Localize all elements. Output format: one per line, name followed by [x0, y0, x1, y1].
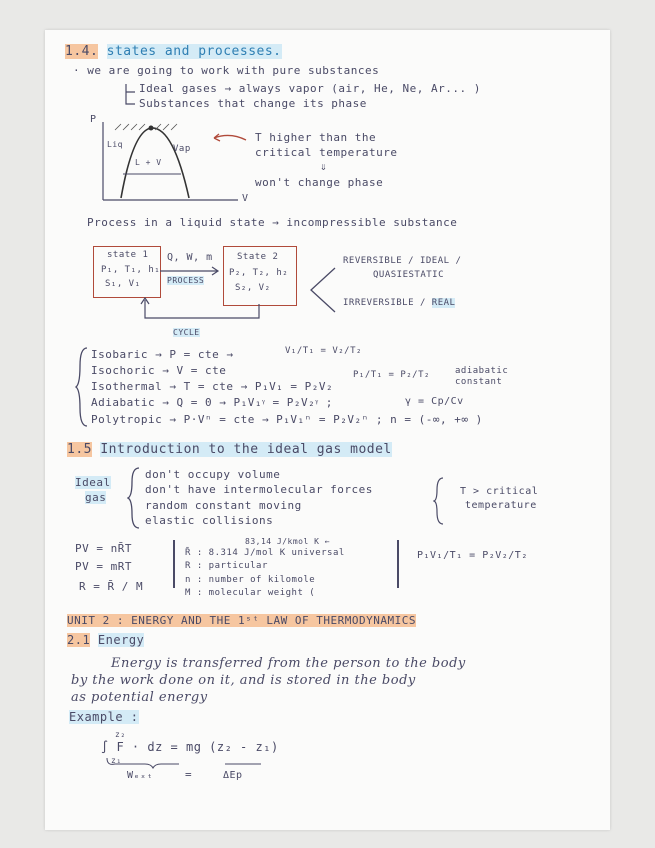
gas-brace	[127, 466, 141, 530]
state1-line2: P₁, T₁, h₁	[101, 265, 161, 275]
real-text: REAL	[431, 298, 456, 308]
delta-ep-label: ΔEp	[223, 770, 243, 781]
liquid-line: Process in a liquid state → incompressible substance	[87, 216, 458, 229]
note-arrow: ⇓	[320, 160, 328, 173]
wext-label: Wₑₓₜ	[127, 770, 154, 781]
note-line3: won't change phase	[255, 176, 384, 189]
tc-line2: temperature	[465, 500, 537, 511]
section-21-number: 2.1	[67, 633, 91, 647]
gas-property-1: don't occupy volume	[145, 468, 281, 481]
gas-property-2: don't have intermolecular forces	[145, 483, 373, 496]
section-21-heading	[67, 633, 144, 647]
lv-label: L + V	[135, 158, 162, 167]
m-def: M : molecular weight (	[185, 588, 316, 598]
gas-eq-2: PV = mRT	[75, 560, 132, 573]
cycle-label: CYCLE	[173, 328, 200, 337]
isobaric-eq: V₁/T₁ = V₂/T₂	[285, 346, 362, 356]
gas-label: gas	[85, 491, 107, 504]
section-15-heading	[67, 442, 392, 457]
integral-upper: z₂	[115, 730, 126, 739]
gas-eq-1: PV = nR̄T	[75, 542, 132, 555]
ideal-gases-line: Ideal gases → always vapor (air, He, Ne, Ar... )	[139, 82, 481, 95]
n-def: n : number of kilomole	[185, 575, 316, 585]
isobaric-line: Isobaric → P = cte →	[91, 348, 234, 361]
tc-line1: T > critical	[460, 486, 539, 497]
equals-sign: =	[185, 768, 193, 781]
gamma-line: γ = Cp/Cv	[405, 396, 464, 407]
gas-property-4: elastic collisions	[145, 514, 274, 527]
split-bracket	[307, 266, 337, 316]
state1-title: state 1	[107, 250, 149, 260]
energy-body-2: by the work done on it, and is stored in the body	[71, 673, 416, 688]
isochoric-eq: P₁/T₁ = P₂/T₂	[353, 370, 430, 380]
irreversible-text: IRREVERSIBLE /	[343, 298, 426, 308]
intro-line: · we are going to work with pure substances	[73, 64, 380, 77]
state2-line2: P₂, T₂, h₂	[229, 268, 289, 278]
example-label: Example :	[69, 710, 139, 724]
notebook-page	[45, 30, 610, 830]
section-15-title: Introduction to the ideal gas model	[100, 442, 392, 457]
energy-body-1: Energy is transferred from the person to the body	[111, 656, 466, 671]
qwm-label: Q, W, m	[167, 252, 213, 263]
isochoric-line: Isochoric → V = cte	[91, 364, 227, 377]
section-heading	[65, 44, 282, 59]
process-arrow-icon	[160, 266, 222, 276]
gas-eq-3: R = R̄ / M	[79, 580, 144, 593]
quasi-label: QUASIESTATIC	[373, 270, 445, 280]
adiabatic-note2: constant	[455, 377, 503, 387]
rbar-top: 83,14 J/kmol K ←	[245, 537, 331, 546]
axis-v: V	[242, 193, 249, 204]
divider-right	[397, 540, 399, 588]
phase-change-line: Substances that change its phase	[139, 97, 367, 110]
process-label: PROCESS	[167, 276, 205, 285]
integral-lower: z₁	[111, 756, 122, 765]
state1-line3: S₁, V₁	[105, 279, 141, 289]
vap-label: Vap	[173, 144, 191, 154]
ideal-label: Ideal	[75, 476, 111, 489]
branch-lines	[123, 82, 137, 110]
cycle-arrow-icon	[139, 296, 269, 324]
section-title: states and processes.	[106, 44, 282, 59]
r-def: R : particular	[185, 561, 268, 571]
energy-body-3: as potential energy	[71, 690, 208, 705]
divider-left	[173, 540, 175, 588]
unit2-title: UNIT 2 : ENERGY AND THE 1ˢᵗ LAW OF THERMODYNAMICS	[67, 614, 417, 627]
gas-property-3: random constant moving	[145, 499, 302, 512]
state2-line3: S₂, V₂	[235, 283, 271, 293]
process-brace	[75, 346, 89, 428]
work-integral: ∫ F · dz = mg (z₂ - z₁)	[101, 740, 279, 754]
arrow-left-icon	[210, 130, 250, 146]
isothermal-line: Isothermal → T = cte → P₁V₁ = P₂V₂	[91, 380, 334, 393]
rbar-def: R̄ : 8.314 J/mol K universal	[185, 548, 345, 558]
section-21-title: Energy	[97, 633, 145, 647]
note-line2: critical temperature	[255, 146, 398, 159]
tc-brace	[433, 476, 445, 526]
section-number: 1.4.	[65, 44, 99, 59]
adiabatic-line: Adiabatic → Q = 0 → P₁V₁ᵞ = P₂V₂ᵞ ;	[91, 396, 333, 409]
liq-label: Liq	[107, 140, 123, 149]
irreversible-label	[343, 298, 455, 308]
polytropic-line: Polytropic → P·Vⁿ = cte → P₁V₁ⁿ = P₂V₂ⁿ ; n = (-∞, +∞ )	[91, 413, 483, 426]
combined-gas-eq: P₁V₁/T₁ = P₂V₂/T₂	[417, 550, 528, 561]
axis-p: P	[90, 114, 97, 125]
state2-title: State 2	[237, 252, 279, 262]
adiabatic-note1: adiabatic	[455, 366, 509, 376]
section-15-number: 1.5	[67, 442, 92, 457]
note-line1: T higher than the	[255, 131, 377, 144]
reversible-label: REVERSIBLE / IDEAL /	[343, 256, 462, 266]
